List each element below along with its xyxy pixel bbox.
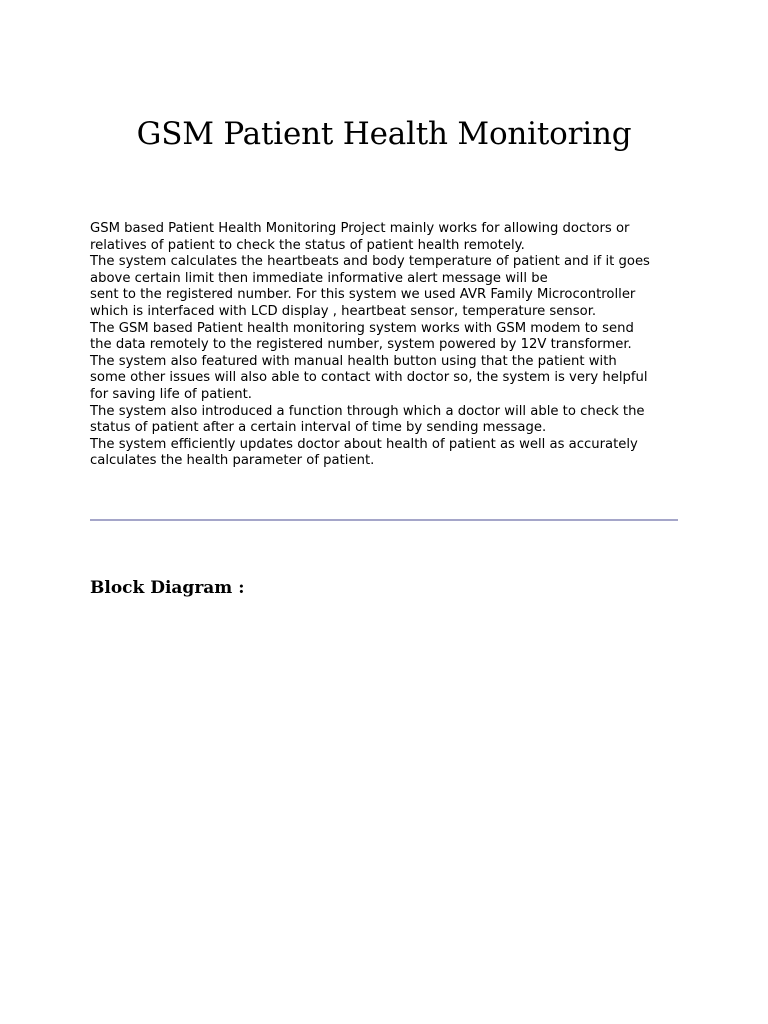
body-line: The system efficiently updates doctor about health of patient as well as accurately <box>90 436 638 452</box>
body-line: which is interfaced with LCD display , heartbeat sensor, temperature sensor. <box>90 303 597 319</box>
body-line: calculates the health parameter of patient. <box>90 453 375 469</box>
body-line: status of patient after a certain interval of time by sending message. <box>90 420 547 436</box>
body-line: the data remotely to the registered number, system powered by 12V transformer. <box>90 337 632 353</box>
body-line: relatives of patient to check the status of patient health remotely. <box>90 237 525 253</box>
body-line: The system also featured with manual health button using that the patient with <box>90 353 617 369</box>
body-line: GSM based Patient Health Monitoring Project mainly works for allowing doctors or <box>90 221 630 236</box>
body-line: The system calculates the heartbeats and body temperature of patient and if it goes <box>90 254 650 270</box>
body-line: some other issues will also able to contact with doctor so, the system is very helpful <box>90 370 648 386</box>
page-title: GSM Patient Health Monitoring <box>136 116 632 152</box>
body-line: above certain limit then immediate informative alert message will be <box>90 270 548 286</box>
block-diagram-heading: Block Diagram : <box>90 578 245 598</box>
horizontal-divider <box>90 519 678 521</box>
description-paragraph <box>90 221 690 470</box>
body-line: sent to the registered number. For this system we used AVR Family Microcontroller <box>90 287 636 303</box>
body-line: for saving life of patient. <box>90 386 252 402</box>
body-line: The system also introduced a function through which a doctor will able to check the <box>90 403 645 419</box>
body-line: The GSM based Patient health monitoring system works with GSM modem to send <box>90 320 634 336</box>
